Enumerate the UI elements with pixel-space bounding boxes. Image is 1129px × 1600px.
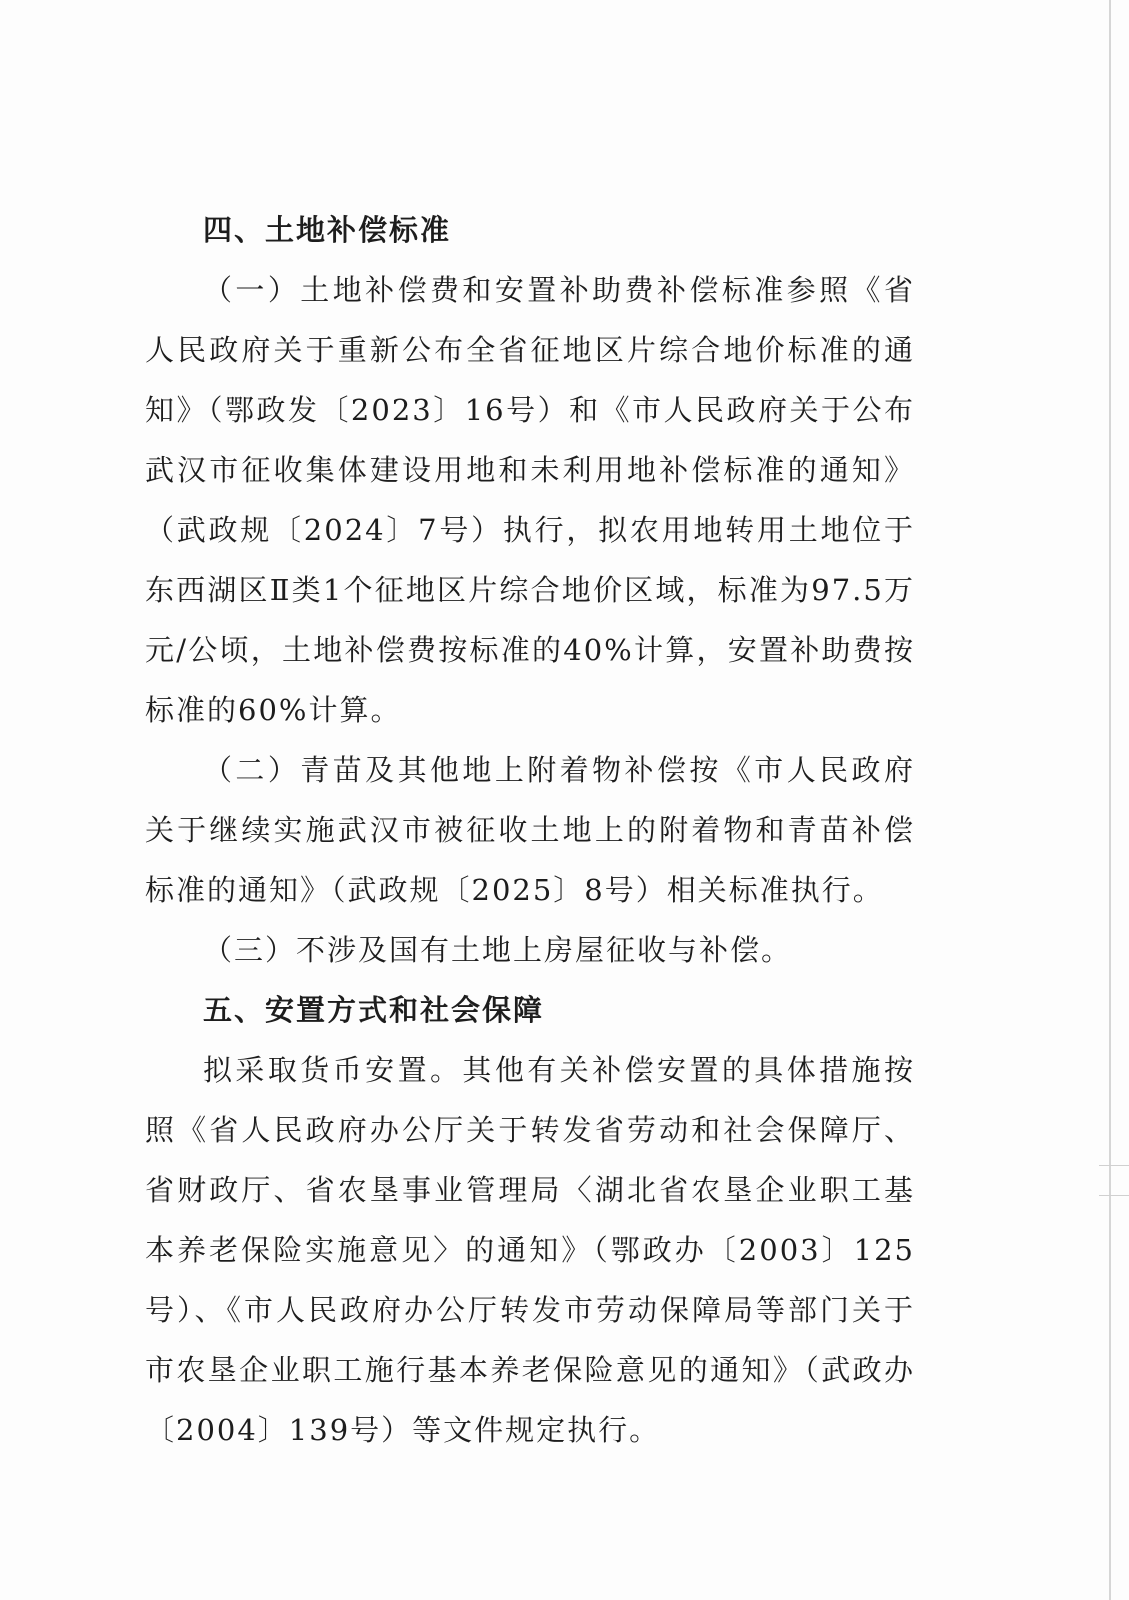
document-body [145,200,915,1460]
paragraph-land-compensation-fees: （一）土地补偿费和安置补助费补偿标准参照《省人民政府关于重新公布全省征地区片综合地价标准的通知》（鄂政发〔2023〕16号）和《市人民政府关于公布武汉市征收集体建设用地和未利用地补偿标准的通知》（武政规〔2024〕7号）执行，拟农用地转用土地位于东西湖区Ⅱ类1个征地区片综合地价区域，标准为97.5万元/公顷，土地补偿费按标准的40%计算，安置补助费按标准的60%计算。 [145,273,915,727]
scan-edge-mark [1099,1195,1129,1196]
scan-edge-mark [1099,1165,1129,1166]
section-heading-resettlement-security: 五、安置方式和社会保障 [203,993,545,1027]
section-heading-land-compensation: 四、土地补偿标准 [203,213,452,247]
paragraph-state-land-housing: （三）不涉及国有土地上房屋征收与补偿。 [203,933,793,967]
paragraph-resettlement-measures: 拟采取货币安置。其他有关补偿安置的具体措施按照《省人民政府办公厅关于转发省劳动和社会保障厅、省财政厅、省农垦事业管理局〈湖北省农垦企业职工基本养老保险实施意见〉的通知》（鄂政办〔2003〕125号）、《市人民政府办公厅转发市劳动保障局等部门关于市农垦企业职工施行基本养老保险意见的通知》（武政办〔2004〕139号）等文件规定执行。 [145,1053,915,1447]
paragraph-crop-attachment-compensation: （二）青苗及其他地上附着物补偿按《市人民政府关于继续实施武汉市被征收土地上的附着物和青苗补偿标准的通知》（武政规〔2025〕8号）相关标准执行。 [145,753,915,907]
scan-edge-line [1109,0,1111,1600]
